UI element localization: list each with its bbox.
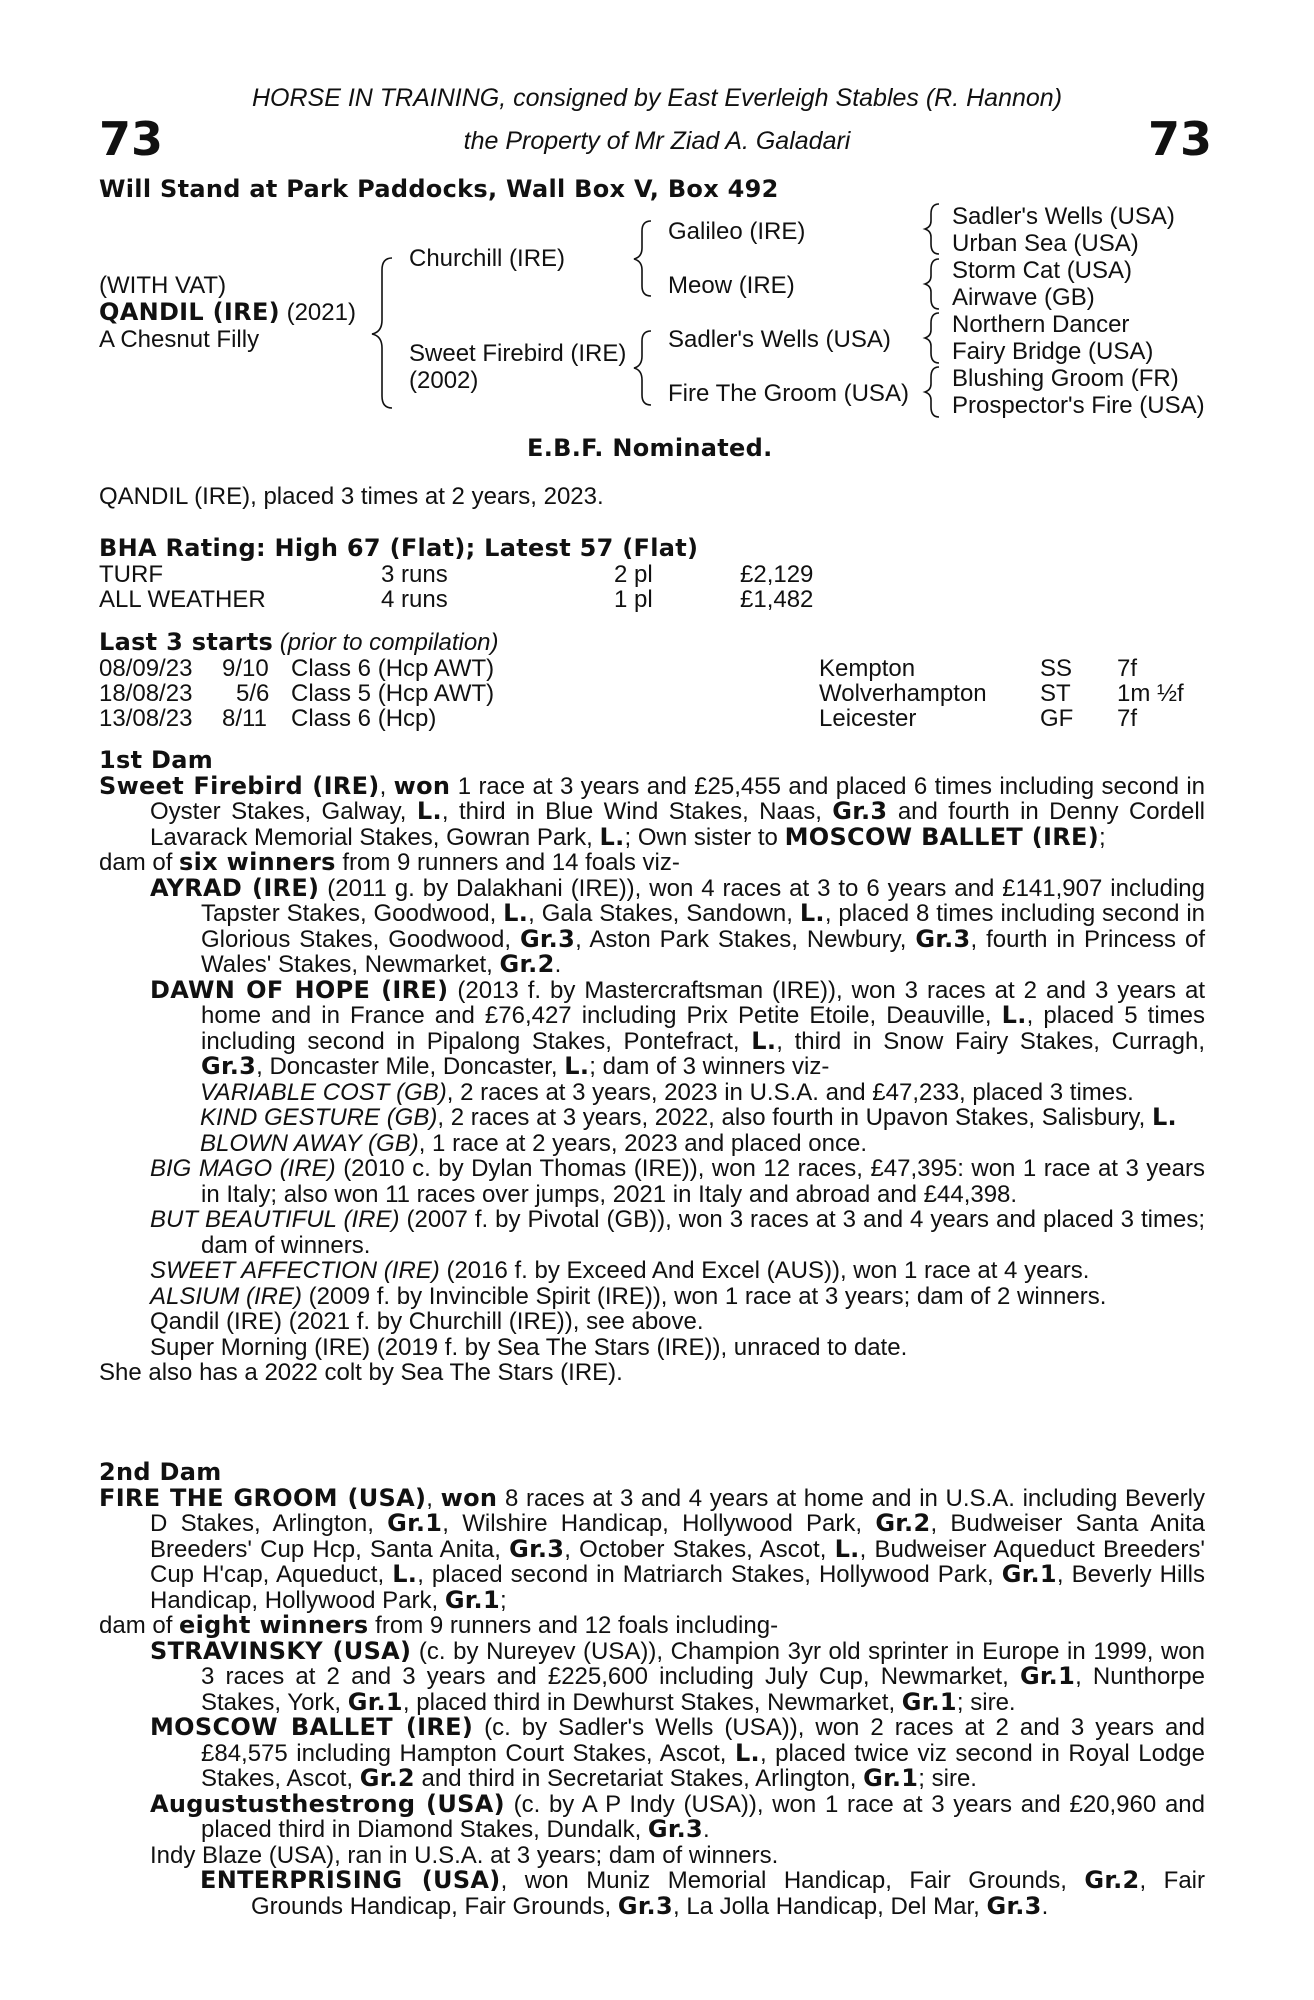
grade-label: L. [751, 1026, 777, 1055]
grade-label: L. [564, 1052, 590, 1080]
horse-name: QANDIL (IRE) [99, 298, 280, 326]
lot-number-left: 73 [99, 112, 164, 166]
second-dam-section [99, 1460, 1205, 1919]
text-run: , 2 races at 3 years, 2023 in U.S.A. and £47,233, placed 3 times. [446, 1078, 1134, 1106]
grade-label: Gr.3 [201, 1052, 257, 1080]
aw-earnings: £1,482 [740, 586, 814, 613]
first-dam-heading: 1st Dam [99, 746, 214, 774]
grade-label: L. [416, 797, 442, 825]
text-run: ; Own sister to [624, 823, 785, 851]
text-run: . [1041, 1892, 1049, 1920]
grade-label: Gr.2 [875, 1509, 931, 1537]
turf-earnings: £2,129 [740, 561, 814, 588]
grade-label: Gr.3 [519, 924, 576, 953]
text-run: (c. by A P Indy (USA)), won 1 race at 3 years and £20,960 and placed third in Diamond Stakes, Dundalk, [201, 1790, 1205, 1843]
g3-6: Fairy Bridge (USA) [952, 338, 1154, 365]
text-run: , 2 races at 3 years, 2022, also fourth in Upavon Stakes, Salisbury, [437, 1104, 1152, 1131]
dam: Sweet Firebird (IRE) [409, 340, 627, 367]
grade-label: Gr.1 [901, 1687, 957, 1716]
grade-label: Gr.1 [387, 1509, 443, 1537]
progeny-name: ENTERPRISING (USA) [200, 1866, 501, 1894]
progeny-name: KIND GESTURE (GB) [200, 1104, 438, 1131]
grade-label: Gr.1 [347, 1687, 403, 1716]
turf-runs: 3 runs [381, 561, 448, 588]
start-1-pos: 9/10 [222, 655, 269, 682]
progeny-super-morning: Super Morning (IRE) (2019 f. by Sea The Stars (IRE)), unraced to date. [150, 1333, 908, 1361]
start-1-going: SS [1040, 655, 1073, 682]
first-dam-paragraph: Sweet Firebird (IRE), won 1 race at 3 years and £25,455 and placed 6 times including second in Oyster Stakes, Galway, L., third in Blue Wind Stakes, Naas, Gr.3 and fourth in Denny Cordell Lavarack Memorial Stakes, Gowran Park, L.; Own sister to MOSCOW BALLET (IRE); [99, 771, 1206, 851]
start-3-race: Class 6 (Hcp) [291, 705, 437, 732]
second-dam-name: FIRE THE GROOM (USA) [99, 1483, 427, 1512]
grade-label: Gr.3 [832, 797, 888, 825]
text-run: (2009 f. by Invincible Spirit (IRE)), won 1 race at 3 years; dam of 2 winners. [302, 1282, 1107, 1310]
last-starts-heading [99, 630, 499, 656]
text-run: from 9 runners and 12 foals including- [368, 1612, 779, 1639]
second-dam-won: won [440, 1483, 498, 1512]
grade-label: Gr.2 [1084, 1866, 1140, 1894]
start-3-going: GF [1040, 705, 1074, 732]
progeny-name: BIG MAGO (IRE) [150, 1155, 336, 1182]
text-run: (2016 f. by Exceed And Excel (AUS)), won 1 race at 4 years. [439, 1257, 1090, 1284]
start-2-course: Wolverhampton [819, 680, 987, 707]
grade-label: L. [1001, 1001, 1027, 1029]
text-run: , Doncaster Mile, Doncaster, [256, 1053, 565, 1080]
start-2-date: 18/08/23 [99, 680, 193, 707]
text-run: . [554, 951, 562, 978]
text-run: , placed twice viz second in Royal Lodge Stakes, Ascot, [201, 1739, 1205, 1792]
progeny-stravinsky [99, 1636, 1206, 1716]
progeny-name: STRAVINSKY (USA) [150, 1636, 412, 1665]
text-run: , Beverly Hills Handicap, Hollywood Park, [150, 1561, 1206, 1614]
text-run: ; [1099, 823, 1106, 851]
start-1-course: Kempton [819, 655, 916, 682]
text-run: , placed second in Matriarch Stakes, Hollywood Park, [417, 1561, 1002, 1588]
start-1-race: Class 6 (Hcp AWT) [291, 655, 495, 682]
grade-label: L. [503, 899, 529, 927]
text-run: dam of [99, 849, 180, 876]
sire: Churchill (IRE) [409, 245, 566, 272]
text-run: , Budweiser Santa Anita Breeders' Cup Hcp, Santa Anita, [150, 1510, 1205, 1563]
sire-sire: Galileo (IRE) [668, 218, 806, 245]
text-run: and fourth in Denny Cordell Lavarack Memorial Stakes, Gowran Park, [150, 798, 1205, 851]
text-run: ; [499, 1586, 507, 1614]
grade-label: Gr.3 [509, 1534, 565, 1563]
progeny-ayrad [99, 873, 1206, 978]
progeny-sweet-affection [99, 1258, 1205, 1284]
second-dam-of [99, 1613, 1205, 1639]
start-2-dist: 1m ½f [1117, 680, 1184, 707]
text-run: , placed third in Dewhurst Stakes, Newmarket, [402, 1688, 902, 1716]
start-3-date: 13/08/23 [99, 705, 193, 732]
sire-dam: Meow (IRE) [668, 272, 795, 299]
grade-label: L. [834, 1534, 860, 1563]
text-run: . [703, 1816, 710, 1843]
text-run: ; dam of 3 winners viz- [589, 1053, 830, 1080]
progeny-blown-away [99, 1131, 1205, 1157]
text-run: 8 races at 3 and 4 years at home and in U.S.A. including Beverly D Stakes, Arlington, [150, 1484, 1205, 1537]
consignor-line: HORSE IN TRAINING, consigned by East Everleigh Stables (R. Hannon) [251, 84, 1063, 112]
summary-line: QANDIL (IRE), placed 3 times at 2 years, 2023. [99, 483, 604, 510]
horse-description: A Chesnut Filly [99, 326, 260, 353]
first-dam-name: Sweet Firebird (IRE) [99, 771, 380, 800]
grade-label: L. [734, 1738, 760, 1767]
progeny-qandil: Qandil (IRE) (2021 f. by Churchill (IRE)), see above. [150, 1308, 704, 1335]
first-dam-section [99, 748, 1205, 1386]
dam-sire: Sadler's Wells (USA) [668, 326, 891, 353]
dam-dam: Fire The Groom (USA) [668, 380, 909, 407]
text-run: , Fair Grounds Handicap, Fair Grounds, [251, 1867, 1205, 1920]
ebf-nominated: E.B.F. Nominated. [527, 434, 773, 462]
progeny-alsium [99, 1284, 1205, 1310]
text-run: , October Stakes, Ascot, [564, 1535, 835, 1563]
lot-number-right: 73 [1148, 112, 1213, 166]
grade-label: L. [1151, 1103, 1177, 1131]
text-run: (c. by Sadler's Wells (USA)), won 2 races at 2 and 3 years and £84,575 including Hampton Court Stakes, Ascot, [201, 1714, 1205, 1767]
text-run: , Budweiser Aqueduct Breeders' Cup H'cap, Aqueduct, [150, 1535, 1205, 1588]
g3-2: Urban Sea (USA) [952, 230, 1139, 257]
winners-count: eight winners [179, 1611, 369, 1639]
text-run: (2007 f. by Pivotal (GB)), won 3 races at 3 and 4 years and placed 3 times; dam of winners. [201, 1206, 1205, 1259]
stand-line: Will Stand at Park Paddocks, Wall Box V, Box 492 [99, 175, 779, 203]
text-run: ; sire. [918, 1765, 977, 1792]
text-run: , fourth in Princess of Wales' Stakes, Newmarket, [201, 925, 1205, 978]
progeny-name: Augustusthestrong (USA) [150, 1789, 505, 1818]
progeny-name: BLOWN AWAY (GB) [200, 1129, 419, 1157]
turf-placed: 2 pl [614, 561, 653, 588]
start-3-pos: 8/11 [222, 705, 267, 732]
winners-count: six winners [179, 848, 336, 876]
text-run: , placed 8 times including second in Glorious Stakes, Goodwood, [201, 900, 1206, 953]
aw-placed: 1 pl [614, 586, 653, 613]
start-3-course: Leicester [819, 705, 917, 732]
progeny-name: ALSIUM (IRE) [150, 1282, 303, 1310]
dam-year: (2002) [409, 367, 479, 394]
progeny-augustusthestrong [99, 1789, 1205, 1843]
start-3-dist: 7f [1117, 705, 1138, 732]
text-run: , placed 5 times including second in Pipalong Stakes, Pontefract, [201, 1002, 1205, 1055]
progeny-kind-gesture [99, 1105, 1205, 1131]
aw-runs: 4 runs [381, 586, 448, 613]
g3-1: Sadler's Wells (USA) [952, 203, 1175, 230]
first-dam-won: won [393, 771, 451, 800]
text-run: , won Muniz Memorial Handicap, Fair Grounds, [500, 1867, 1085, 1894]
sibling-name: MOSCOW BALLET (IRE) [784, 822, 1099, 851]
text-run: , third in Snow Fairy Stakes, Curragh, [776, 1027, 1206, 1055]
horse-year: (2021) [279, 299, 356, 326]
progeny-indy-blaze: Indy Blaze (USA), ran in U.S.A. at 3 years; dam of winners. [150, 1841, 779, 1869]
turf-surface: TURF [99, 561, 163, 588]
grade-label: Gr.3 [647, 1815, 704, 1843]
progeny-dawn-of-hope [99, 975, 1206, 1080]
grade-label: Gr.3 [915, 924, 971, 953]
grade-label: Gr.2 [499, 950, 555, 978]
text-run: , 1 race at 2 years, 2023 and placed once. [418, 1129, 868, 1157]
grade-label: Gr.1 [1019, 1662, 1076, 1690]
start-2-race: Class 5 (Hcp AWT) [291, 680, 495, 707]
g3-7: Blushing Groom (FR) [952, 365, 1179, 392]
progeny-name: VARIABLE COST (GB) [200, 1078, 447, 1106]
g3-3: Storm Cat (USA) [952, 257, 1133, 284]
text-run: (c. by Nureyev (USA)), Champion 3yr old sprinter in Europe in 1999, won 3 races at 2 and 3 years and £225,600 including July Cup, Newmarket, [201, 1637, 1206, 1690]
start-1-dist: 7f [1117, 655, 1138, 682]
grade-label: Gr.1 [1001, 1560, 1057, 1588]
text-run: , Wilshire Handicap, Hollywood Park, [442, 1510, 876, 1537]
start-2-pos: 5/6 [236, 680, 270, 707]
grade-label: Gr.3 [986, 1891, 1042, 1920]
last-starts-title: Last 3 starts [99, 628, 274, 656]
grade-label: L. [799, 899, 825, 927]
text-run: , La Jolla Handicap, Del Mar, [672, 1892, 987, 1920]
progeny-but-beautiful [99, 1207, 1205, 1258]
text-run: , third in Blue Wind Stakes, Naas, [441, 798, 833, 825]
start-1-date: 08/09/23 [99, 655, 193, 682]
g3-5: Northern Dancer [952, 311, 1130, 338]
progeny-name: SWEET AFFECTION (IRE) [150, 1257, 440, 1284]
text-run: , Aston Park Stakes, Newbury, [575, 925, 916, 953]
g3-8: Prospector's Fire (USA) [952, 392, 1205, 419]
progeny-name: BUT BEAUTIFUL (IRE) [150, 1206, 400, 1233]
vat-label: (WITH VAT) [99, 272, 227, 299]
text-run: , Gala Stakes, Sandown, [528, 900, 800, 927]
text-run: , Nunthorpe Stakes, York, [201, 1663, 1205, 1716]
progeny-moscow-ballet [99, 1715, 1205, 1792]
text-run: (2013 f. by Mastercraftsman (IRE)), won 3 races at 2 and 3 years at home and in France and £76,427 including Prix Petite Etoile, Deauville, [201, 976, 1205, 1029]
text-run: 1 race at 3 years and £25,455 and placed 6 times including second in Oyster Stakes, Galway, [150, 772, 1206, 825]
progeny-enterprising [99, 1868, 1205, 1919]
second-dam-paragraph: FIRE THE GROOM (USA), won 8 races at 3 and 4 years at home and in U.S.A. including Beverly D Stakes, Arlington, Gr.1, Wilshire Handicap, Hollywood Park, Gr.2, Budweiser Santa Anita Breeders' Cup Hcp, Santa Anita, Gr.3, October Stakes, Ascot, L., Budweiser Aqueduct Breeders' Cup H'cap, Aqueduct, L., placed second in Matriarch Stakes, Hollywood Park, Gr.1, Beverly Hills Handicap, Hollywood Park, Gr.1; [99, 1483, 1206, 1614]
last-starts-note: (prior to compilation) [273, 629, 499, 656]
grade-label: Gr.1 [863, 1764, 919, 1792]
grade-label: Gr.2 [359, 1764, 415, 1792]
g3-4: Airwave (GB) [952, 284, 1095, 311]
progeny-variable-cost [99, 1080, 1205, 1106]
property-line: the Property of Mr Ziad A. Galadari [463, 127, 851, 155]
progeny-name: DAWN OF HOPE (IRE) [150, 975, 449, 1004]
text-run: ; sire. [956, 1688, 1016, 1716]
first-dam-also: She also has a 2022 colt by Sea The Stars (IRE). [99, 1359, 623, 1386]
second-dam-heading: 2nd Dam [99, 1458, 222, 1486]
start-2-going: ST [1040, 680, 1071, 707]
aw-surface: ALL WEATHER [99, 586, 266, 613]
progeny-big-mago [99, 1156, 1205, 1207]
text-run: (2011 g. by Dalakhani (IRE)), won 4 races at 3 to 6 years and £141,907 including Tapster Stakes, Goodwood, [201, 874, 1206, 927]
first-dam-of [99, 850, 1205, 876]
text-run: (2010 c. by Dylan Thomas (IRE)), won 12 races, £47,395: won 1 race at 3 years in Italy; also won 11 races over jumps, 2021 in Italy and abroad and £44,398. [201, 1155, 1205, 1208]
grade-label: Gr.1 [444, 1585, 500, 1614]
progeny-name: MOSCOW BALLET (IRE) [150, 1713, 474, 1741]
text-run: dam of [99, 1612, 180, 1639]
bha-rating-title: BHA Rating: High 67 (Flat); Latest 57 (Flat) [99, 534, 699, 562]
grade-label: L. [599, 822, 625, 851]
text-run: from 9 runners and 14 foals viz- [335, 849, 680, 876]
progeny-name: AYRAD (IRE) [150, 873, 320, 902]
text-run: and third in Secretariat Stakes, Arlington, [414, 1765, 864, 1792]
grade-label: L. [392, 1560, 418, 1588]
grade-label: Gr.3 [617, 1891, 673, 1920]
